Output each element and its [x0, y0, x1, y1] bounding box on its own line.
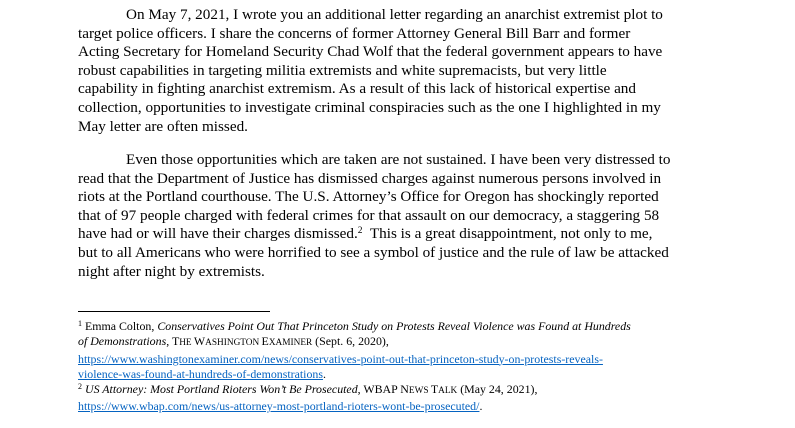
footnote-1-publication: [172, 334, 312, 348]
paragraph-2-line: that of 97 people charged with federal crimes for that assault on our democracy, a staggering 58: [78, 206, 660, 224]
footnotes: [78, 319, 778, 415]
footnote-2-line: [78, 382, 778, 399]
paragraph-1-line: collection, opportunities to investigate criminal conspiracies such as the one I highlighted in my: [78, 98, 661, 116]
footnote-1-end: .: [323, 366, 326, 381]
footnote-1-line: [78, 319, 778, 334]
paragraph-2-line: riots at the Portland courthouse. The U.S. Attorney’s Office for Oregon has shockingly reported: [78, 188, 659, 206]
paragraph-1-line: robust capabilities in targeting militia extremists and white supremacists, but very little: [78, 61, 607, 79]
publication-part: ALK: [438, 386, 458, 397]
footnote-2-line: [78, 399, 778, 414]
footnote-1-line: [78, 367, 778, 382]
paragraph-1-line: On May 7, 2021, I wrote you an additional letter regarding an anarchist extremist plot to: [126, 6, 663, 23]
paragraph-1-line: Acting Secretary for Homeland Security Chad Wolf that the federal government appears to have: [78, 43, 663, 61]
publication-part: HE: [179, 338, 194, 349]
paragraph-2: [78, 151, 718, 281]
paragraph-2-text: This is a great disappointment, not only to me,: [369, 225, 653, 243]
paragraph-2-line: Even those opportunities which are taken are not sustained. I have been very distressed to: [126, 151, 671, 168]
footnote-1-link[interactable]: https://www.washingtonexaminer.com/news/conservatives-point-out-that-princeton-study-on-protests-reveals-: [78, 351, 603, 366]
paragraph-1: [78, 6, 718, 136]
publication-part: EWS: [408, 386, 431, 397]
footnote-2-date: (May 24, 2021),: [457, 382, 538, 397]
footnote-1-number: 1: [78, 319, 82, 328]
footnote-2-title: US Attorney: Most Portland Rioters Won’t Be Prosecuted: [84, 382, 358, 397]
footnote-1-title: Conservatives Point Out That Princeton Study on Protests Reveal Violence was Found at Hundreds: [157, 319, 631, 333]
publication-part: T: [171, 334, 180, 349]
footnote-2-publication: [363, 382, 457, 396]
footnote-1-separator: ,: [166, 334, 172, 349]
footnote-separator: [78, 311, 270, 312]
footnote-1-link[interactable]: violence-was-found-at-hundreds-of-demonstrations: [78, 366, 324, 381]
paragraph-2-line: but to all Americans who were horrified to see a symbol of justice and the rule of law be attacked: [78, 243, 669, 261]
paragraph-2-line: read that the Department of Justice has dismissed charges against numerous persons involved in: [78, 169, 662, 187]
footnote-2-separator: ,: [357, 382, 364, 397]
footnote-2-number: 2: [78, 382, 82, 392]
footnote-1-author: Emma Colton,: [84, 319, 158, 333]
paragraph-2-text: have had or will have their charges dismissed.: [78, 225, 358, 243]
footnote-1-line: [78, 352, 778, 367]
footnote-1-title: of Demonstrations: [78, 334, 167, 349]
publication-part: ASHINGTON: [205, 338, 262, 349]
publication-part: XAMINER: [268, 338, 313, 349]
footnote-2-end: .: [479, 399, 483, 414]
publication-part: T: [430, 382, 439, 397]
publication-part: WBAP N: [363, 382, 409, 397]
paragraph-1-line: target police officers. I share the concerns of former Attorney General Bill Barr and former: [78, 24, 631, 42]
paragraph-1-line: May letter are often missed.: [78, 117, 248, 135]
paragraph-2-line: [78, 225, 718, 244]
publication-part: W: [193, 334, 206, 349]
footnote-reference-2[interactable]: 2: [357, 226, 363, 237]
paragraph-1-line: capability in fighting anarchist extremism. As a result of this lack of historical expertise and: [78, 80, 636, 98]
paragraph-2-line: night after night by extremists.: [78, 262, 265, 280]
footnote-1-date: (Sept. 6, 2020),: [312, 334, 389, 349]
footnote-1-line: [78, 334, 778, 351]
publication-part: E: [261, 334, 269, 349]
footnote-2-link[interactable]: https://www.wbap.com/news/us-attorney-most-portland-rioters-wont-be-prosecuted/: [78, 399, 480, 414]
